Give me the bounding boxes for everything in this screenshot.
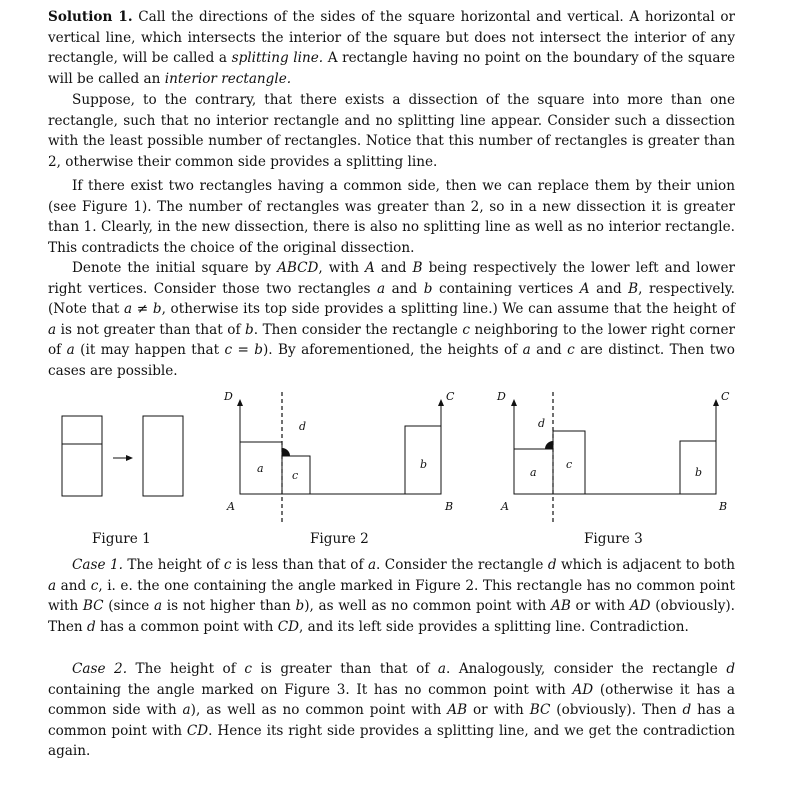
fig3-label-D: D [497, 390, 506, 403]
fig2-label-C: C [446, 390, 455, 403]
fig2-label-D: D [224, 390, 233, 403]
paragraph-suppose: Suppose, to the contrary, that there exists a dissection of the square into more than one rectangle, such that no interior rectangle and no splitting line appear. Consider such a dissection with the least possible number of rectangles. Notice that this number of rectangles is greater than 2, otherwise their common side provides a splitting line. [48, 92, 735, 170]
fig3-label-B: B [719, 500, 728, 513]
case-1-label: Case 1. [72, 557, 123, 573]
fig3-label-C: C [721, 390, 730, 403]
paragraph-case-2: Case 2. The height of c is greater than that of a. Analogously, consider the rectangle d containing the angle marked on Figure 3. It has no common point with AD (otherwise it has a common side with a), as well as no common point with AB or with BC (obviously). Then d has a common point with CD. Hence its right side provides a splitting line, and we get the contradiction again. [48, 661, 736, 759]
figure-1-caption: Figure 1 [92, 531, 151, 547]
fig3-label-d: d [538, 417, 546, 430]
paragraph-case-1: Case 1. The height of c is less than that of a. Consider the rectangle d which is adjacent to both a and c, i. e. the one containing the angle marked in Figure 2. This rectangle has no common point with BC (since a is not higher than b), as well as no common point with AB or with AD (obviously). Then d has a common point with CD, and its left side provides a splitting line. Contradiction. [48, 557, 735, 635]
fig2-label-B: B [445, 500, 454, 513]
figures-svg [0, 382, 799, 532]
fig2-label-A: A [227, 500, 235, 513]
figure-3-caption: Figure 3 [584, 531, 643, 547]
fig2-label-b: b [420, 458, 428, 471]
figure-1 [62, 416, 183, 496]
fig3-label-b: b [695, 466, 703, 479]
fig2-label-c: c [292, 469, 299, 482]
paragraph-denote: Denote the initial square by ABCD, with A and B being respectively the lower left and lower right vertices. Consider those two rectangles a and b containing vertices A and B, respectively. (Note that a ≠ b, otherwise its top side provides a splitting line.) We can assume that the height of a is not greater than that of b. Then consider the rectangle c neighboring to the lower right corner of a (it may happen that c = b). By aforementioned, the heights of a and c are distinct. Then two cases are possible. [48, 260, 735, 379]
figure-2-caption: Figure 2 [310, 531, 369, 547]
fig3-label-A: A [501, 500, 509, 513]
case-2-label: Case 2. [72, 661, 128, 677]
figure-2 [223, 390, 455, 522]
fig2-label-d: d [299, 420, 307, 433]
fig3-label-c: c [566, 458, 573, 471]
term-interior-rectangle: interior rectangle. [164, 70, 292, 87]
term-splitting-line: splitting line. [231, 50, 324, 66]
fig3-label-a: a [530, 466, 537, 479]
paragraph-union: If there exist two rectangles having a common side, then we can replace them by their union (see Figure 1). The number of rectangles was greater than 2, so in a new dissection it is greater than 1. Clearly, in the new dissection, there is also no splitting line as well as no interior rectangle. This contradicts the choice of the original dissection. [48, 178, 735, 256]
fig1-union-rect [143, 416, 183, 496]
fig2-marked-angle-icon [282, 448, 290, 456]
fig1-left-rect [62, 416, 102, 496]
fig2-label-a: a [257, 462, 264, 475]
paragraph-solution-intro: Solution 1. Call the directions of the sides of the square horizontal and vertical. A horizontal or vertical line, which intersects the interior of the square but does not intersect the interior of any rectangle, will be called a splitting line. A rectangle having no point on the boundary of the square will be called an interior rectangle. [48, 9, 736, 87]
fig3-marked-angle-icon [545, 441, 553, 449]
figures-row [0, 382, 799, 552]
solution-label: Solution 1. [48, 9, 133, 25]
figure-3 [496, 390, 730, 522]
